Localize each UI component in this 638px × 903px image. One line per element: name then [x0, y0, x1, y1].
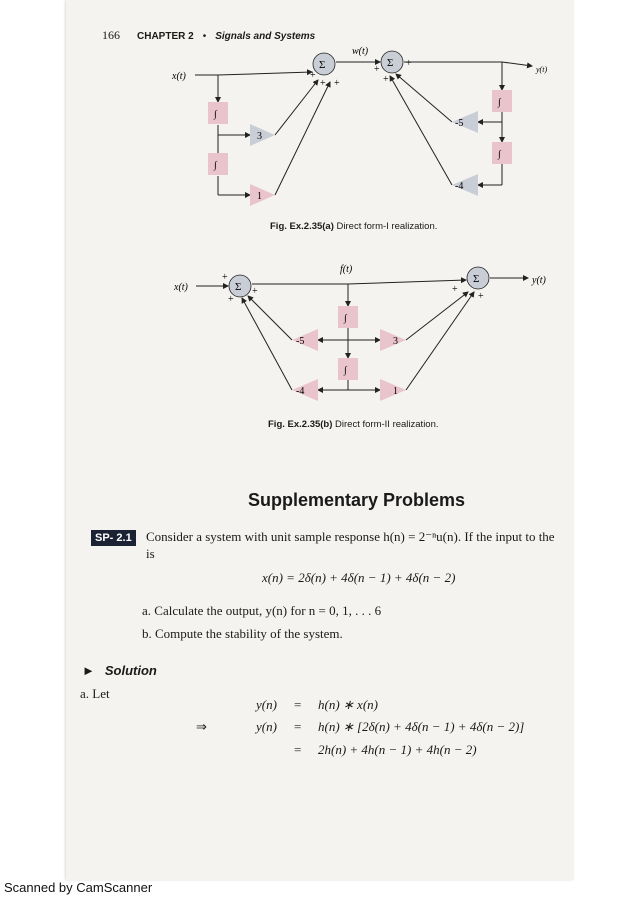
deriv-row2-eq: =: [294, 719, 302, 734]
fig-a-gain-3: 3: [257, 131, 262, 142]
fig-a-integrator-2: ∫: [214, 160, 217, 171]
fig-a-gain-m5: -5: [455, 118, 464, 129]
deriv-row2-lhs: y(n): [256, 719, 277, 734]
fig-a-plus-6: +: [383, 74, 389, 85]
fig-b-mid-label: f(t): [340, 264, 353, 275]
integrator-block-b1: [338, 306, 358, 328]
solution-heading-text: Solution: [104, 663, 157, 678]
fig-a-input-label: x(t): [172, 71, 186, 82]
fig-a-plus-1: +: [310, 70, 316, 81]
solution-heading: [82, 663, 157, 678]
scanner-watermark: Scanned by CamScanner: [4, 880, 153, 895]
deriv-row3-eq: =: [294, 742, 302, 757]
fig-b-sum-symbol-1: Σ: [235, 281, 242, 293]
fig-a-plus-2: +: [320, 78, 326, 89]
fig-b-plus-3: +: [252, 286, 258, 297]
fig-a-gain-1: 1: [257, 191, 262, 202]
figure-b-caption-ref: Fig. Ex.2.35(b): [268, 419, 333, 430]
fig-a-output-label: y(t): [536, 65, 548, 74]
problem-item-a: a. Calculate the output, y(n) for n = 0, 1, . . . 6: [142, 603, 382, 618]
fig-a-sum-symbol-1: Σ: [319, 59, 326, 71]
figure-a-caption-text: Direct form-I realization.: [333, 221, 438, 232]
figure-b-caption-text: Direct form-II realization.: [332, 419, 439, 430]
fig-a-integrator-3: ∫: [498, 97, 501, 108]
figure-b-caption: [268, 419, 439, 430]
fig-a-gain-m4: -4: [455, 181, 464, 192]
fig-b-gain-m5: -5: [296, 336, 305, 347]
input-equation: x(n) = 2δ(n) + 4δ(n − 1) + 4δ(n − 2): [262, 570, 456, 585]
problem-text-line1: Consider a system with unit sample response h(n) = 2⁻ⁿu(n). If the input to the: [146, 529, 555, 544]
fig-b-gain-3: 3: [393, 336, 398, 347]
fig-a-plus-5: +: [406, 58, 412, 69]
section-title: Supplementary Problems: [248, 490, 466, 510]
fig-a-plus-3: +: [334, 78, 340, 89]
solution-marker-icon: ►: [82, 663, 95, 678]
implies-arrow-icon: ⇒: [196, 719, 207, 734]
deriv-row3-rhs: 2h(n) + 4h(n − 1) + 4h(n − 2): [318, 742, 477, 757]
problem-item-b: b. Compute the stability of the system.: [142, 626, 343, 641]
page-number: 166: [102, 28, 120, 42]
deriv-row1-eq: =: [294, 697, 302, 712]
fig-a-integrator-1: ∫: [214, 109, 217, 120]
integrator-block-b2: [338, 358, 358, 380]
fig-b-plus-5: +: [478, 291, 484, 302]
fig-a-mid-label: w(t): [352, 46, 369, 57]
deriv-row1-lhs: y(n): [256, 697, 277, 712]
deriv-row2-rhs: h(n) ∗ [2δ(n) + 4δ(n − 1) + 4δ(n − 2)]: [318, 719, 525, 734]
fig-a-integrator-4: ∫: [498, 149, 501, 160]
solution-let: a. Let: [80, 686, 110, 701]
figure-a-caption-ref: Fig. Ex.2.35(a): [270, 221, 334, 232]
fig-a-plus-4: +: [374, 64, 380, 75]
fig-b-plus-4: +: [452, 284, 458, 295]
fig-a-sum-symbol-2: Σ: [387, 57, 394, 69]
fig-b-plus-1: +: [222, 272, 228, 283]
fig-b-sum-symbol-2: Σ: [473, 273, 480, 285]
fig-b-plus-2: +: [228, 294, 234, 305]
problem-text-line2: is: [146, 546, 155, 561]
problem-tag: SP- 2.1: [91, 530, 136, 546]
fig-b-integrator-2: ∫: [344, 365, 347, 376]
fig-b-input-label: x(t): [174, 282, 188, 293]
header-separator: •: [202, 31, 207, 42]
chapter-title: Signals and Systems: [215, 31, 316, 42]
fig-b-gain-m4: -4: [296, 386, 305, 397]
fig-b-output-label: y(t): [532, 275, 546, 286]
deriv-row1-rhs: h(n) ∗ x(n): [318, 697, 378, 712]
fig-b-integrator-1: ∫: [344, 313, 347, 324]
chapter-label: CHAPTER 2: [137, 31, 194, 42]
fig-b-gain-1: 1: [393, 386, 398, 397]
